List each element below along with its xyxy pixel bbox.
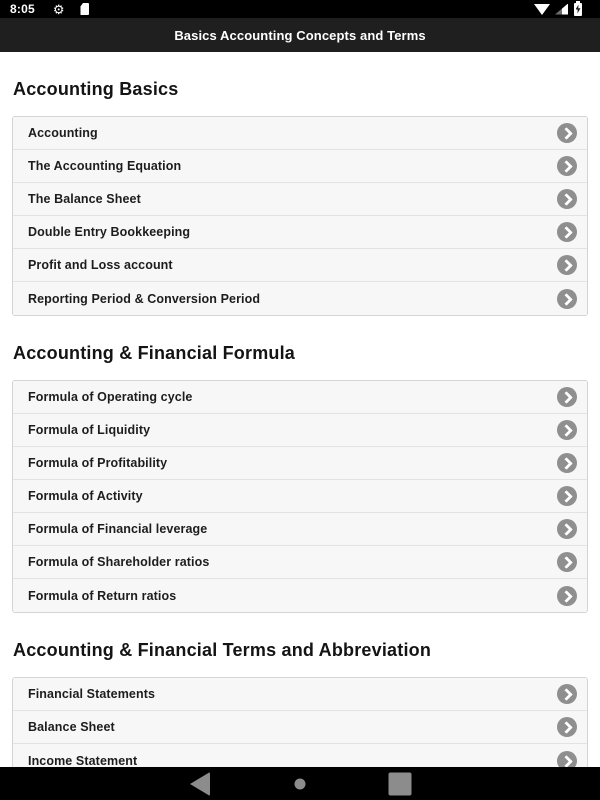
list-item-label: Formula of Activity [28,489,143,503]
list-item[interactable] [13,216,587,249]
section-title: Accounting & Financial Terms and Abbreviation [13,640,432,660]
sdcard-icon [80,3,89,15]
page-title: Basics Accounting Concepts and Terms [174,27,426,43]
list-item-label: The Balance Sheet [28,192,141,206]
list-item-label: Financial Statements [28,687,156,701]
section [12,79,588,316]
status-bar [0,0,600,18]
list-item-label: Double Entry Bookkeeping [28,225,191,239]
battery-charging-icon [574,3,582,16]
list-item[interactable] [13,579,587,612]
section [12,343,588,613]
list-item[interactable] [13,150,587,183]
chevron-right-icon [557,289,577,309]
list-item[interactable] [13,447,587,480]
list-item[interactable] [13,381,587,414]
action-bar [0,18,600,52]
list-item[interactable] [13,414,587,447]
chevron-right-icon [557,586,577,606]
list-item[interactable] [13,249,587,282]
chevron-right-icon [557,189,577,209]
cell-signal-icon [555,4,568,15]
list-item-label: Formula of Financial leverage [28,522,208,536]
clock: 8:05 [10,2,35,16]
list-item-label: Income Statement [28,753,138,768]
section [12,640,588,778]
list-item[interactable] [13,183,587,216]
list-item-label: Profit and Loss account [28,258,173,272]
list-item[interactable] [13,513,587,546]
chevron-right-icon [557,222,577,242]
list-item-label: Formula of Profitability [28,456,168,470]
chevron-right-icon [557,486,577,506]
content [0,52,600,800]
list-item[interactable] [13,480,587,513]
list-item-label: Formula of Return ratios [28,588,177,603]
list-item-label: The Accounting Equation [28,159,182,173]
list-card [12,380,588,613]
chevron-right-icon [557,717,577,737]
list-card [12,677,588,778]
back-icon[interactable] [190,772,210,796]
list-item[interactable] [13,678,587,711]
recents-icon[interactable] [389,772,412,795]
wifi-icon [534,4,550,15]
chevron-right-icon [557,387,577,407]
section-title: Accounting & Financial Formula [13,343,296,363]
list-item[interactable] [13,117,587,150]
list-item-label: Formula of Liquidity [28,423,151,437]
chevron-right-icon [557,453,577,473]
chevron-right-icon [557,684,577,704]
list-item-label: Formula of Operating cycle [28,390,193,404]
list-item-label: Reporting Period & Conversion Period [28,291,261,306]
navigation-bar [0,767,600,800]
list-item[interactable] [13,546,587,579]
list-item[interactable] [13,711,587,744]
chevron-right-icon [557,519,577,539]
settings-icon: ⚙ [52,1,65,17]
list-item-label: Formula of Shareholder ratios [28,555,210,569]
home-icon[interactable] [295,778,306,789]
list-item-label: Balance Sheet [28,720,115,734]
chevron-right-icon [557,420,577,440]
chevron-right-icon [557,552,577,572]
section-title: Accounting Basics [13,79,179,99]
list-item[interactable] [13,282,587,315]
chevron-right-icon [557,123,577,143]
list-card [12,116,588,316]
chevron-right-icon [557,255,577,275]
chevron-right-icon [557,156,577,176]
list-item-label: Accounting [28,126,98,140]
